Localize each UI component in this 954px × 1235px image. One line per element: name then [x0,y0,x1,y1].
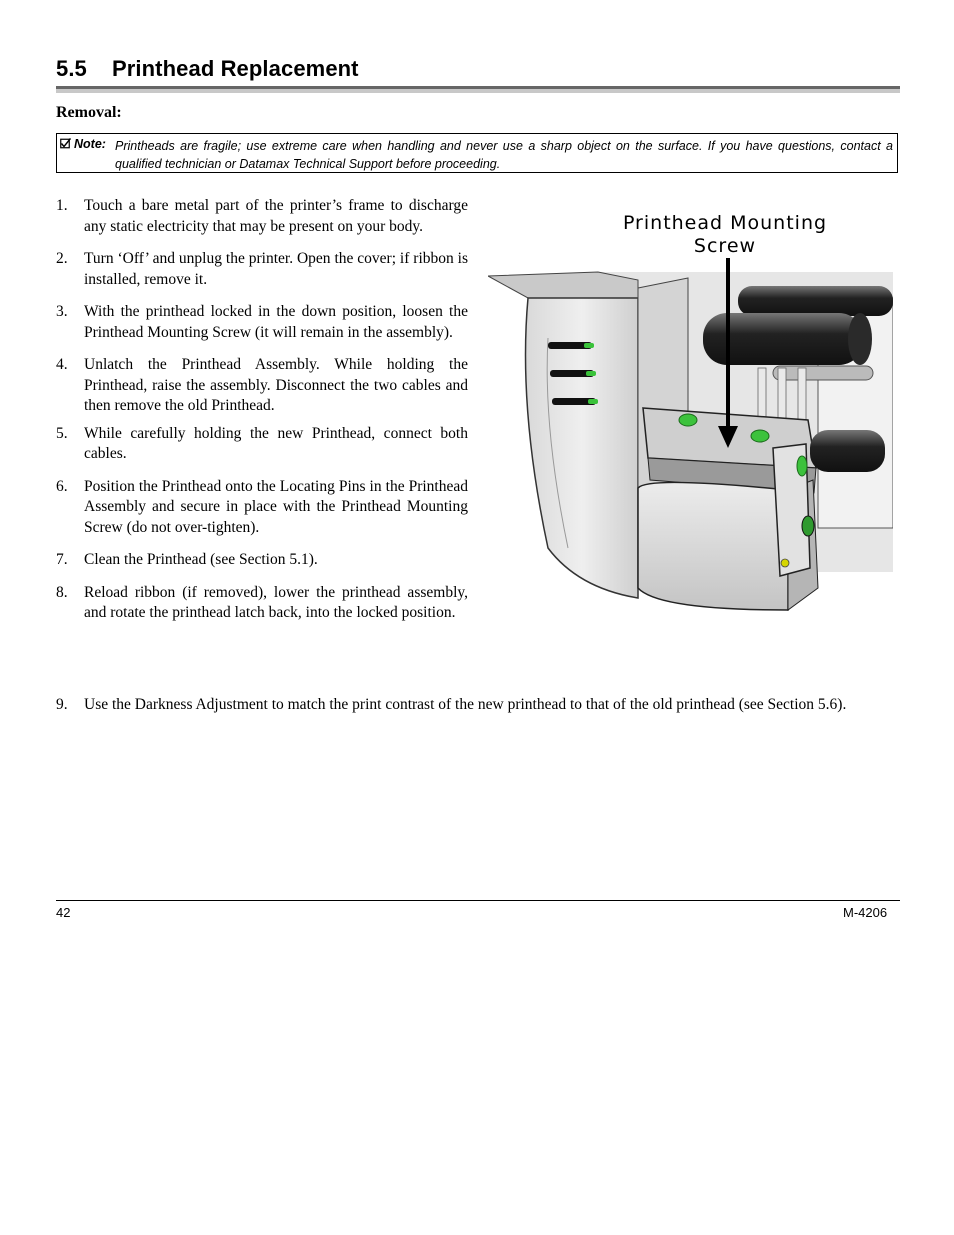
list-item: 7. Clean the Printhead (see Section 5.1). [56,551,318,568]
list-item: 2. Turn ‘Off’ and unplug the printer. Open the cover; if ribbon is installed, remove it. [56,250,468,288]
note-box [56,133,898,173]
list-item: 6. Position the Printhead onto the Locating Pins in the Printhead Assembly and secure in place with the Printhead Mounting Screw (do not over-tighten). [56,477,468,536]
note-label: Note: [74,137,106,151]
checkbox-icon [60,138,71,149]
page-number: 42 [56,905,71,920]
step-text: Reload ribbon (if removed), lower the printhead assembly, and rotate the printhead latch back, into the locked position. [84,583,468,621]
document-number: M-4206 [843,905,888,920]
footer-rule [56,900,900,901]
removal-subheading: Removal: [56,104,122,121]
section-number: 5.5 [56,56,87,81]
list-item: 5. While carefully holding the new Printhead, connect both cables. [56,424,468,462]
list-item: 4. Unlatch the Printhead Assembly. While holding the Printhead, raise the assembly. Disconnect the two cables and then remove the old Printhead. [56,356,468,414]
list-item: 9. Use the Darkness Adjustment to match the print contrast of the new printhead to that of the old printhead (see Section 5.6). [56,695,899,716]
step-text: Turn ‘Off’ and unplug the printer. Open the cover; if ribbon is installed, remove it. [84,250,468,288]
step-text: Unlatch the Printhead Assembly. While holding the Printhead, raise the assembly. Disconnect the two cables and then remove the old Printhead. [84,356,468,414]
printhead-illustration [488,258,893,623]
list-item: 3. With the printhead locked in the down position, loosen the Printhead Mounting Screw (it will remain in the assembly). [56,303,468,341]
note-text: Printheads are fragile; use extreme care when handling and never use a sharp object on the surface. If you have questions, contact a qualified technician or Datamax Technical Support before proceeding. [115,139,893,171]
step-text: Clean the Printhead (see Section 5.1). [84,551,318,568]
callout-line-2: Screw [693,235,757,257]
section-heading [56,56,359,82]
list-item: 1. Touch a bare metal part of the printer’s frame to discharge any static electricity that may be present on your body. [56,197,468,235]
step-text: Use the Darkness Adjustment to match the print contrast of the new printhead to that of the old printhead (see Section 5.6). [84,696,847,713]
heading-rule-shadow [56,89,900,93]
step-text: Position the Printhead onto the Locating Pins in the Printhead Assembly and secure in place with the Printhead Mounting Screw (do not over-tighten). [84,477,468,536]
list-item: 8. Reload ribbon (if removed), lower the printhead assembly, and rotate the printhead latch back, into the locked position. [56,583,468,621]
procedure-steps [56,196,468,624]
step-text: With the printhead locked in the down position, loosen the Printhead Mounting Screw (it will remain in the assembly). [84,303,468,341]
callout-line-1: Printhead Mounting [622,212,828,234]
step-text: While carefully holding the new Printhead, connect both cables. [84,424,468,462]
section-title: Printhead Replacement [112,56,359,81]
step-text: Touch a bare metal part of the printer’s frame to discharge any static electricity that may be present on your body. [84,197,468,235]
figure-callout [600,212,850,258]
